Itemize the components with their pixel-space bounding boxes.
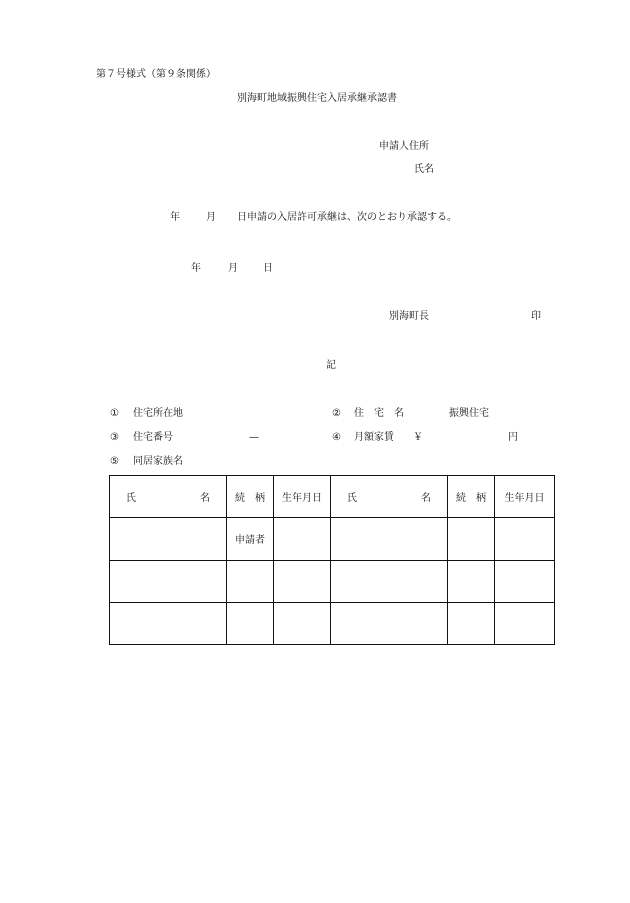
yen-symbol: ￥ [413,432,423,443]
item-2-value: 振興住宅 [449,408,489,419]
name-cell[interactable] [110,602,227,644]
header-name-1-surname: 氏 [126,493,136,505]
item-2-label: 住 宅 名 [354,408,404,419]
header-relation-1: 続 柄 [227,476,274,518]
name-cell[interactable] [331,560,448,602]
mayor-label: 別海町長 [389,311,429,322]
header-dob-2: 生年月日 [495,476,555,518]
date-month-label: 月 [228,263,238,274]
item-1-label: 住宅所在地 [133,408,183,419]
header-dob-1: 生年月日 [274,476,331,518]
request-year-label: 年 [170,212,180,223]
item-3-value: — [249,432,259,443]
item-3-number: ③ [110,432,119,443]
relation-cell[interactable] [448,602,495,644]
relation-cell[interactable] [227,560,274,602]
item-1-number: ① [110,408,119,419]
item-2-number: ② [332,408,341,419]
form-number: 第７号様式（第９条関係） [96,69,216,80]
dob-cell[interactable] [274,602,331,644]
family-members-table [109,475,555,645]
date-day-label: 日 [263,263,273,274]
header-name-1-given: 名 [200,493,210,505]
header-name-2 [331,476,448,518]
header-name-1 [110,476,227,518]
dob-cell[interactable] [495,602,555,644]
dob-cell[interactable] [495,518,555,560]
name-cell[interactable] [110,560,227,602]
header-name-2-given: 名 [421,493,431,505]
header-relation-2: 続 柄 [448,476,495,518]
name-cell[interactable] [331,518,448,560]
seal-mark: 印 [531,311,541,322]
dob-cell[interactable] [274,518,331,560]
dob-cell[interactable] [495,560,555,602]
request-month-label: 月 [206,212,216,223]
item-4-label: 月額家賃 [354,432,394,443]
table-row [110,560,555,602]
item-3-label: 住宅番号 [133,432,173,443]
table-row [110,518,555,560]
applicant-address-label: 申請人住所 [379,141,429,152]
relation-cell[interactable]: 申請者 [227,518,274,560]
header-name-2-surname: 氏 [347,493,357,505]
relation-cell[interactable] [448,518,495,560]
rent-unit: 円 [508,432,518,443]
date-year-label: 年 [191,263,201,274]
table-header-row [110,476,555,518]
item-5-number: ⑤ [110,456,119,467]
request-sentence: 日申請の入居許可承継は、次のとおり承認する。 [237,212,457,223]
applicant-name-label: 氏名 [414,164,434,175]
name-cell[interactable] [331,602,448,644]
name-cell[interactable] [110,518,227,560]
item-4-number: ④ [332,432,341,443]
dob-cell[interactable] [274,560,331,602]
item-5-label: 同居家族名 [133,456,183,467]
document-title: 別海町地域振興住宅入居承継承認書 [237,93,397,104]
relation-cell[interactable] [227,602,274,644]
table-row [110,602,555,644]
ki-label: 記 [326,360,336,371]
relation-cell[interactable] [448,560,495,602]
